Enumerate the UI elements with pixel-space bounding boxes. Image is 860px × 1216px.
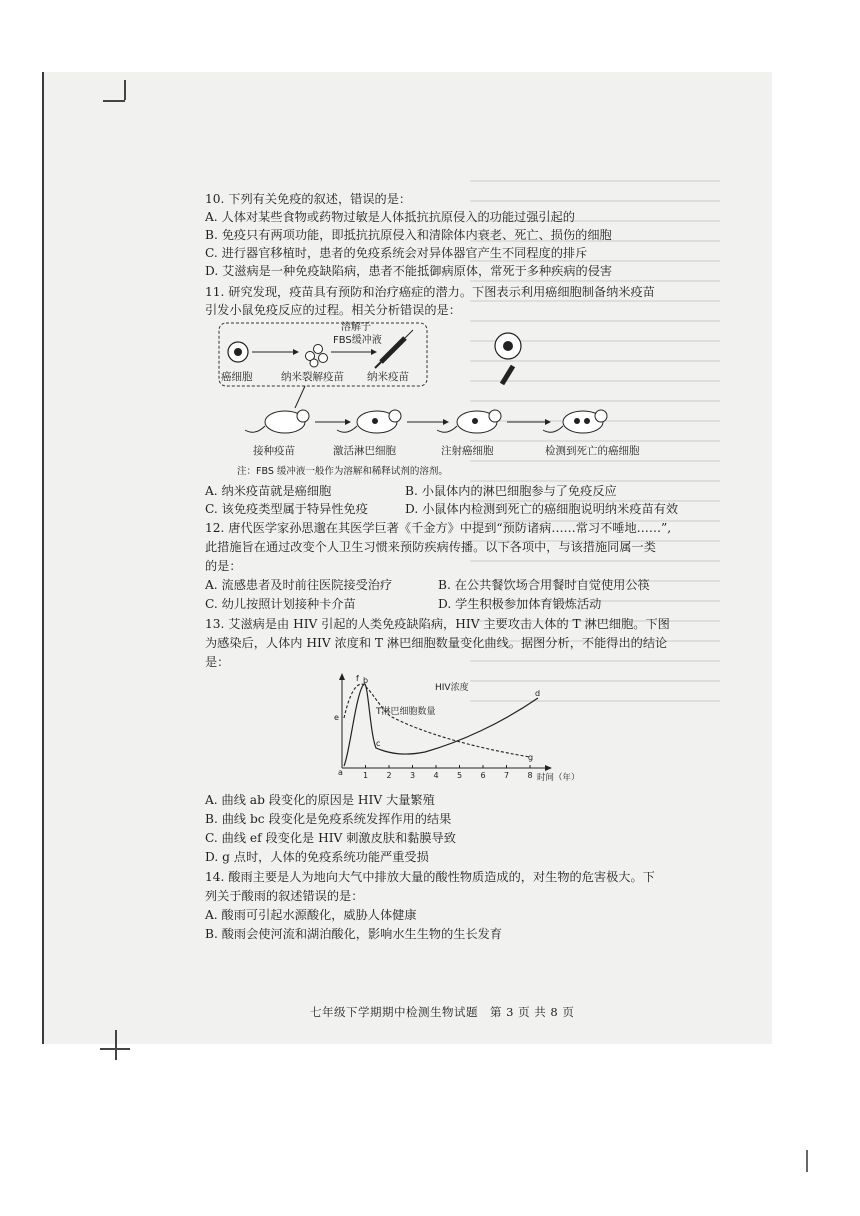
- fbs-label: FBS缓冲液: [333, 335, 382, 346]
- step-inoculate-label: 接种疫苗: [253, 445, 295, 457]
- crop-mark: [103, 100, 125, 102]
- q12-option-d: D. 学生积极参加体育锻炼活动: [438, 597, 602, 611]
- crop-mark: [115, 1030, 117, 1060]
- q10-stem: 10. 下列有关免疫的叙述，错误的是：: [205, 192, 412, 206]
- q10-option-b: B. 免疫只有两项功能，即抵抗抗原侵入和清除体内衰老、死亡、损伤的细胞: [205, 228, 612, 242]
- x-tick-label: 4: [433, 771, 439, 780]
- x-axis-label: 时间（年）: [537, 773, 580, 783]
- q13-option-b: B. 曲线 bc 段变化是免疫系统发挥作用的结果: [205, 812, 452, 826]
- dissolve-label: 溶解于: [341, 322, 371, 333]
- q13-option-d: D. g 点时，人体的免疫系统功能严重受损: [205, 850, 429, 864]
- q14-option-a: A. 酸雨可引起水源酸化，威胁人体健康: [205, 908, 417, 922]
- x-tick-label: 5: [457, 771, 463, 780]
- page-footer: 七年级下学期期中检测生物试题 第 3 页 共 8 页: [310, 1005, 575, 1019]
- mouse-icon: [245, 410, 309, 433]
- q11-option-c: C. 该免疫类型属于特异性免疫: [205, 502, 368, 516]
- q12-option-a: A. 流感患者及时前往医院接受治疗: [205, 578, 393, 592]
- step-detect-label: 检测到死亡的癌细胞: [545, 445, 640, 457]
- page-edge: [42, 72, 44, 1044]
- q12-stem-line2: 此措施旨在通过改变个人卫生习惯来预防疾病传播。以下各项中，与该措施同属一类: [205, 540, 656, 554]
- cancer-cell-label: 癌细胞: [221, 371, 253, 383]
- point-label-d: d: [535, 689, 541, 698]
- lysed-vaccine-icon: [306, 345, 328, 368]
- q13-option-a: A. 曲线 ab 段变化的原因是 HIV 大量繁殖: [205, 793, 435, 807]
- x-tick-label: 3: [410, 771, 416, 780]
- q12-stem-line1: 12. 唐代医学家孙思邈在其医学巨著《千金方》中提到“预防诸病……常习不唾地……”,: [205, 521, 672, 535]
- q12-option-c: C. 幼儿按照计划接种卡介苗: [205, 597, 356, 611]
- x-tick-labels: [342, 765, 533, 780]
- point-label-g: g: [528, 753, 534, 762]
- x-tick-label: 6: [480, 771, 486, 780]
- q13-stem-line1: 13. 艾滋病是由 HIV 引起的人类免疫缺陷病，HIV 主要攻击人体的 T 淋巴细胞。下图: [205, 617, 670, 631]
- step-inject-label: 注射癌细胞: [441, 445, 494, 457]
- q14-stem-line1: 14. 酸雨主要是人为地向大气中排放大量的酸性物质造成的，对生物的危害极大。下: [205, 870, 655, 884]
- q13-option-c: C. 曲线 ef 段变化是 HIV 刺激皮肤和黏膜导致: [205, 831, 456, 845]
- q11-option-b: B. 小鼠体内的淋巴细胞参与了免疫反应: [405, 484, 617, 498]
- scan-mark: [806, 1150, 808, 1172]
- q11-stem-line1: 11. 研究发现，疫苗具有预防和治疗癌症的潜力。下图表示利用癌细胞制备纳米疫苗: [205, 285, 655, 299]
- point-label-b: b: [363, 676, 369, 685]
- q14-stem-line2: 列关于酸雨的叙述错误的是：: [205, 889, 364, 903]
- lysed-vaccine-label: 纳米裂解疫苗: [281, 371, 344, 383]
- legend-tcell-label: T淋巴细胞数量: [376, 707, 436, 717]
- x-tick-label: 2: [386, 771, 392, 780]
- q10-option-a: A. 人体对某些食物或药物过敏是人体抵抗抗原侵入的功能过强引起的: [205, 210, 575, 224]
- q11-option-d: D. 小鼠体内检测到死亡的癌细胞说明纳米疫苗有效: [405, 502, 679, 516]
- x-tick-label: 7: [504, 771, 510, 780]
- q11-stem-line2: 引发小鼠免疫反应的过程。相关分析错误的是：: [205, 303, 461, 317]
- vaccine-process-figure: [215, 318, 655, 480]
- nano-vaccine-label: 纳米疫苗: [367, 371, 409, 383]
- q12-option-b: B. 在公共餐饮场合用餐时自觉使用公筷: [438, 578, 650, 592]
- hiv-tcell-chart: [330, 672, 580, 790]
- x-tick-label: 1: [363, 771, 369, 780]
- point-label-a: a: [338, 768, 343, 777]
- figure-note: 注：FBS 缓冲液一般作为溶解和稀释试剂的溶剂。: [237, 466, 448, 477]
- mouse-icon: [543, 410, 607, 433]
- legend-hiv-label: HIV浓度: [435, 683, 469, 693]
- point-label-f: f: [356, 674, 359, 683]
- q11-option-a: A. 纳米疫苗就是癌细胞: [205, 484, 332, 498]
- syringe-icon: [502, 366, 513, 384]
- crop-mark: [124, 80, 126, 100]
- q13-stem-line2: 为感染后，人体内 HIV 浓度和 T 淋巴细胞数量变化曲线。据图分析，不能得出的结论: [205, 636, 668, 650]
- q12-stem-line3: 的是：: [205, 559, 242, 573]
- q13-stem-line3: 是：: [205, 655, 230, 669]
- q10-option-d: D. 艾滋病是一种免疫缺陷病，患者不能抵御病原体，常死于多种疾病的侵害: [205, 264, 613, 278]
- q14-option-b: B. 酸雨会使河流和湖泊酸化，影响水生生物的生长发育: [205, 927, 503, 941]
- point-label-c: c: [376, 739, 381, 748]
- x-tick-label: 8: [527, 771, 533, 780]
- point-label-e: e: [334, 713, 339, 722]
- q10-option-c: C. 进行器官移植时，患者的免疫系统会对异体器官产生不同程度的排斥: [205, 246, 588, 260]
- step-activate-label: 激活淋巴细胞: [333, 445, 396, 457]
